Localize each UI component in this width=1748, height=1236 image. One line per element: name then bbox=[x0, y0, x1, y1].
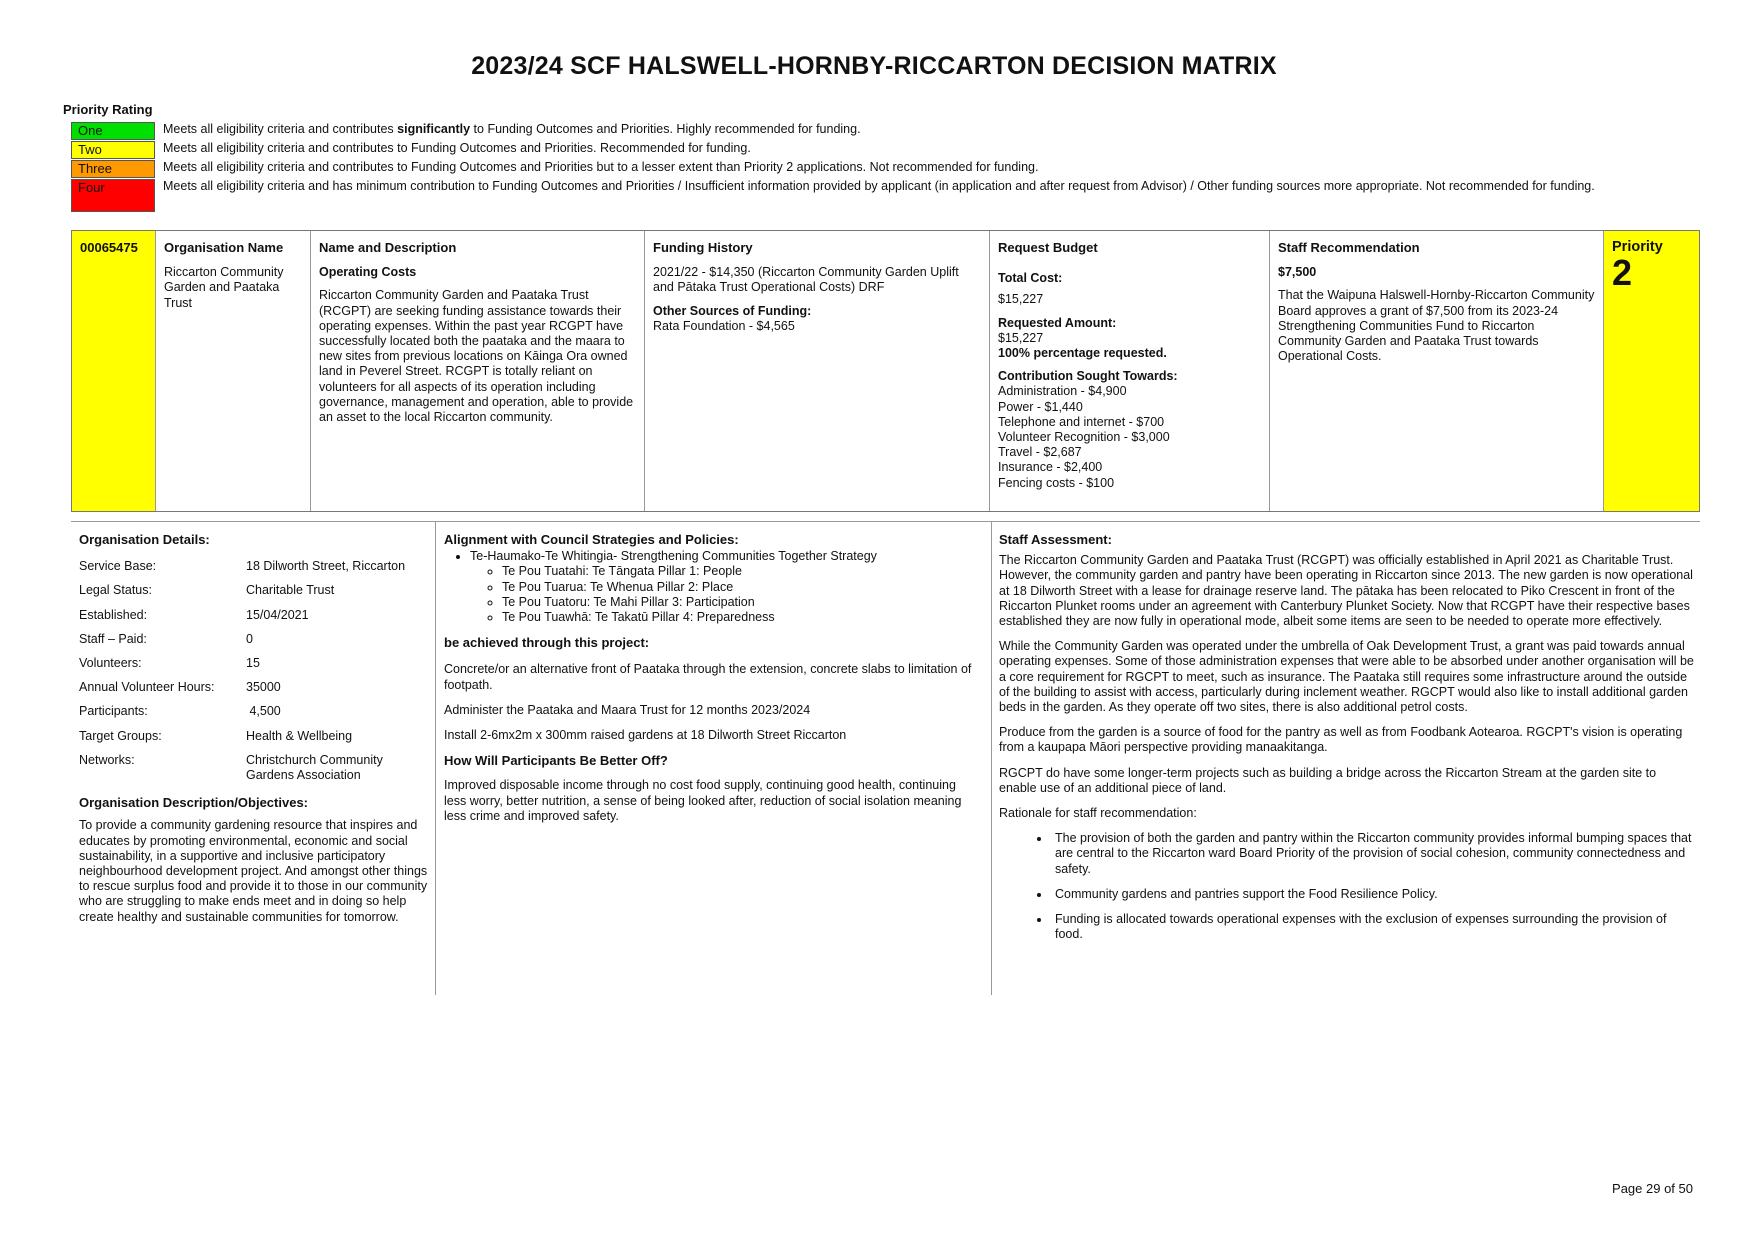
contribution-item: Insurance - $2,400 bbox=[998, 460, 1103, 475]
contribution-heading: Contribution Sought Towards: bbox=[998, 369, 1178, 384]
strategy-item: • Te-Haumako-Te Whitingia- Strengthening Communities Together Strategy ◦ Te Pou Tuatahi: Te Tāngata Pillar 1: People ◦ Te Pou Tuarua: Te Whenua Pillar 2: Place ◦ Te Pou Tuatoru: Te Mahi Pillar 3: Participation ◦ Te Pou Tuawhā: Te Takatū Pillar 4: Preparedness bbox=[470, 549, 974, 625]
other-sources-heading: Other Sources of Funding: bbox=[653, 303, 812, 318]
assessment-paragraph: While the Community Garden was operated under the umbrella of Oak Development Trust, a grant was paid towards annual operating expenses. Some of those administration expenses that were able to be absorbed under another organisation will be a core requirement for RGCPT to meet, such as insurance. The Paataka still requires some infrastructure around the outside of the building to assist with access, particularly during inclement weather. RGCPT would also like to install additional garden beds in the garden. As they operate off two sites, there is also additional petrol costs. bbox=[999, 639, 1694, 715]
rationale-item: • The provision of both the garden and pantry within the Riccarton community provides informal bumping spaces that are central to the Riccarton ward Board Priority of the provision of social cohesion, community connectedness and safety. bbox=[1051, 831, 1694, 877]
requested-amount-value: $15,227 bbox=[998, 330, 1044, 345]
organisation-name-heading: Organisation Name bbox=[164, 240, 284, 255]
achieved-item: Install 2-6mx2m x 300mm raised gardens at 18 Dilworth Street Riccarton bbox=[444, 728, 847, 743]
detail-row: Target Groups: Health & Wellbeing bbox=[79, 728, 353, 743]
contribution-item: Volunteer Recognition - $3,000 bbox=[998, 430, 1170, 445]
participants-text: Improved disposable income through no cost food supply, continuing good health, continuing less worry, better nutrition, a sense of being looked after, reduction of social isolation meaning less crime and improved safety. bbox=[444, 778, 962, 823]
contribution-item: Telephone and internet - $700 bbox=[998, 414, 1165, 429]
staff-assessment bbox=[999, 532, 1694, 952]
requested-percentage: 100% percentage requested. bbox=[998, 346, 1167, 361]
contribution-item: Travel - $2,687 bbox=[998, 445, 1082, 460]
detail-row: Established: 15/04/2021 bbox=[79, 607, 309, 622]
priority-swatch-three: Three bbox=[71, 160, 155, 178]
requested-amount-label: Requested Amount: bbox=[998, 315, 1117, 330]
staff-recommendation-heading: Staff Recommendation bbox=[1278, 240, 1420, 255]
priority-rating-row-four bbox=[71, 179, 1643, 212]
priority-swatch-four: Four bbox=[71, 179, 155, 212]
pillar-item: ◦ Te Pou Tuarua: Te Whenua Pillar 2: Place bbox=[502, 580, 974, 595]
detail-row: Volunteers: 15 bbox=[79, 656, 260, 671]
pillar-item: ◦ Te Pou Tuawhā: Te Takatū Pillar 4: Preparedness bbox=[502, 610, 974, 625]
priority-rating-row-three bbox=[71, 160, 1643, 178]
priority-swatch-one: One bbox=[71, 122, 155, 140]
other-sources-text: Rata Foundation - $4,565 bbox=[653, 318, 795, 333]
column-divider bbox=[991, 521, 992, 995]
assessment-paragraph: Produce from the garden is a source of food for the pantry as well as from Foodbank Aotearoa. RGCPT's vision is operating from a kaupapa Māori perspective providing manaakitanga. bbox=[999, 725, 1683, 755]
priority-description-one: Meets all eligibility criteria and contributes significantly to Funding Outcomes and Priorities. Highly recommended for funding. bbox=[163, 122, 861, 136]
detail-row: Staff – Paid: 0 bbox=[79, 631, 253, 646]
organisation-details-heading: Organisation Details: bbox=[79, 532, 210, 547]
pillar-item: ◦ Te Pou Tuatoru: Te Mahi Pillar 3: Participation bbox=[502, 595, 974, 610]
organisation-details bbox=[79, 532, 429, 925]
page-number: Page 29 of 50 bbox=[1612, 1181, 1693, 1196]
column-divider bbox=[435, 521, 436, 995]
objectives-text: To provide a community gardening resource that inspires and educates by promoting environmental, economic and social sustainability, in a supportive and inclusive participatory neighbourhood development project. And amongst other things to rescue surplus food and provide it to those in our community who are struggling to make ends meet and in doing so help create healthy and sustainable communities for tomorrow. bbox=[79, 818, 428, 924]
priority-rating-row-two bbox=[71, 141, 1643, 159]
staff-recommendation-cell bbox=[1270, 231, 1604, 511]
application-id-cell bbox=[72, 231, 156, 511]
priority-heading: Priority bbox=[1612, 239, 1663, 255]
application-table bbox=[71, 230, 1700, 512]
priority-cell bbox=[1604, 231, 1699, 511]
description-cell bbox=[311, 231, 645, 511]
request-budget-cell bbox=[990, 231, 1270, 511]
achieved-item: Concrete/or an alternative front of Paataka through the extension, concrete slabs to limitation of footpath. bbox=[444, 662, 972, 692]
description-heading: Name and Description bbox=[319, 240, 457, 255]
funding-history-text: 2021/22 - $14,350 (Riccarton Community Garden Uplift and Pātaka Trust Operational Costs) DRF bbox=[653, 265, 959, 295]
request-budget-heading: Request Budget bbox=[998, 240, 1098, 255]
detail-row: Legal Status: Charitable Trust bbox=[79, 583, 335, 598]
staff-recommendation-text: That the Waipuna Halswell-Hornby-Riccarton Community Board approves a grant of $7,500 from its 2023-24 Strengthening Communities Fund to Riccarton Community Garden and Paataka Trust towards Operational Costs. bbox=[1278, 288, 1595, 364]
priority-description-four: Meets all eligibility criteria and has minimum contribution to Funding Outcomes and Priorities / Insufficient information provided by applicant (in application and after request from Advisor) / Other funding sources more appropriate. Not recommended for funding. bbox=[163, 179, 1595, 193]
contribution-item: Power - $1,440 bbox=[998, 399, 1083, 414]
organisation-name-cell bbox=[156, 231, 311, 511]
priority-rating-row-one bbox=[71, 122, 1643, 140]
assessment-paragraph: The Riccarton Community Garden and Paataka Trust (RCGPT) was officially established in April 2021 as Charitable Trust. However, the community garden and pantry have been operating in Riccarton since 2013. The new garden is now operational at 18 Dilworth Street with a lease for drainage reserve land. The pātaka has been relocated to Piko Crescent in front of the Riccarton Plunket rooms under an agreement with Canterbury Plunket Society. Now that RCGPT have their respective bases established they are now fully in operational mode, albeit some items are seen to be needed to operate more effectively. bbox=[999, 553, 1693, 629]
objectives-heading: Organisation Description/Objectives: bbox=[79, 795, 308, 811]
pillar-list bbox=[470, 564, 974, 625]
page-title: 2023/24 SCF HALSWELL-HORNBY-RICCARTON DECISION MATRIX bbox=[471, 52, 1277, 80]
funding-history-heading: Funding History bbox=[653, 240, 753, 255]
priority-description-two: Meets all eligibility criteria and contributes to Funding Outcomes and Priorities. Recommended for funding. bbox=[163, 141, 751, 155]
assessment-paragraph: Rationale for staff recommendation: bbox=[999, 806, 1197, 821]
application-id: 00065475 bbox=[80, 240, 138, 255]
contribution-item: Administration - $4,900 bbox=[998, 384, 1127, 399]
alignment-section bbox=[444, 532, 974, 824]
participants-heading: How Will Participants Be Better Off? bbox=[444, 753, 668, 769]
staff-recommendation-amount: $7,500 bbox=[1278, 265, 1317, 280]
strategy-list bbox=[444, 549, 974, 625]
detail-row: Annual Volunteer Hours: 35000 bbox=[79, 680, 281, 695]
detail-row: Participants: 4,500 bbox=[79, 704, 281, 719]
detail-row: Service Base: 18 Dilworth Street, Riccarton bbox=[79, 559, 406, 574]
rationale-item: • Community gardens and pantries support the Food Resilience Policy. bbox=[1051, 887, 1694, 902]
description-title: Operating Costs bbox=[319, 265, 417, 280]
assessment-paragraph: RGCPT do have some longer-term projects such as building a bridge across the Riccarton Stream at the garden site to enable use of an additional piece of land. bbox=[999, 765, 1657, 795]
total-cost-value: $15,227 bbox=[998, 292, 1044, 307]
staff-assessment-heading: Staff Assessment: bbox=[999, 532, 1112, 547]
priority-description-three: Meets all eligibility criteria and contributes to Funding Outcomes and Priorities but to a lesser extent than Priority 2 applications. Not recommended for funding. bbox=[163, 160, 1039, 174]
rationale-list bbox=[999, 831, 1694, 942]
achieved-heading: be achieved through this project: bbox=[444, 635, 650, 651]
description-text: Riccarton Community Garden and Paataka Trust (RCGPT) are seeking funding assistance towards their operating expenses. Within the past year RCGPT have successfully located both the paataka and the maara to new sites from previous locations on Kāinga Ora owned land in Peverel Street. RCGPT is totally reliant on volunteers for all aspects of its operation including governance, management and operation, able to provide an asset to the local Riccarton community. bbox=[319, 288, 634, 425]
organisation-name: Riccarton Community Garden and Paataka Trust bbox=[164, 265, 284, 310]
pillar-item: ◦ Te Pou Tuatahi: Te Tāngata Pillar 1: People bbox=[502, 564, 974, 579]
alignment-heading: Alignment with Council Strategies and Policies: bbox=[444, 532, 739, 547]
priority-swatch-two: Two bbox=[71, 141, 155, 159]
rationale-item: • Funding is allocated towards operational expenses with the exclusion of expenses surrounding the provision of food. bbox=[1051, 912, 1694, 942]
detail-row: Networks: Christchurch Community Gardens Association bbox=[79, 752, 383, 783]
funding-history-cell bbox=[645, 231, 990, 511]
section-divider bbox=[71, 521, 1700, 522]
contribution-item: Fencing costs - $100 bbox=[998, 475, 1115, 490]
priority-value: 2 bbox=[1612, 252, 1633, 294]
priority-rating-heading: Priority Rating bbox=[63, 102, 153, 117]
total-cost-label: Total Cost: bbox=[998, 271, 1063, 286]
achieved-item: Administer the Paataka and Maara Trust for 12 months 2023/2024 bbox=[444, 702, 811, 717]
